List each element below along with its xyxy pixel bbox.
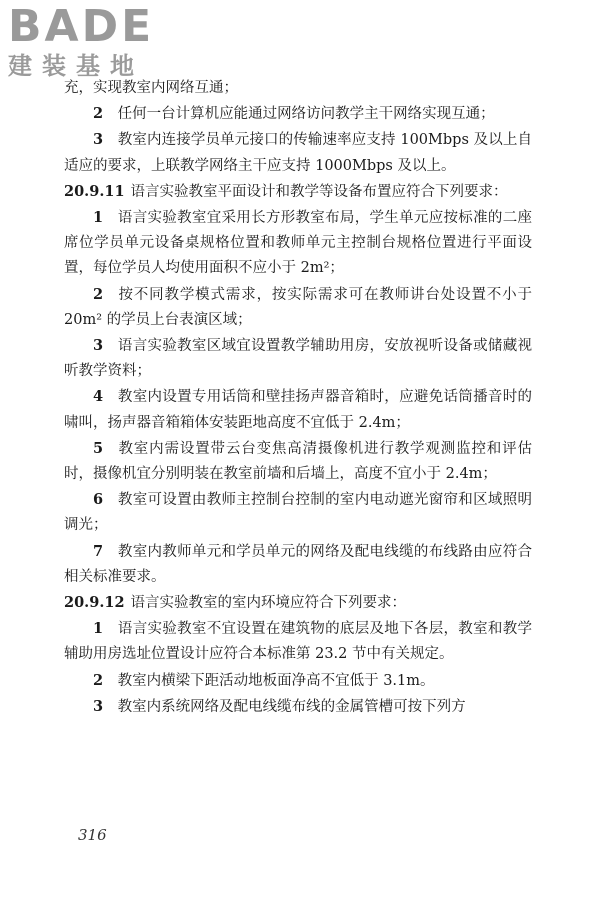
page-body — [64, 76, 532, 720]
list-item: 3 教室内连接学员单元接口的传输速率应支持 100Mbps 及以上自适应的要求，上联教学网络主干应支持 1000Mbps 及以上。 — [64, 131, 532, 174]
list-item: 1 语言实验教室宜采用长方形教室布局，学生单元应按标准的二座席位学员单元设备桌规格位置和教师单元主控制台规格位置进行平面设置，每位学员人均使用面积不应小于 2m²； — [64, 209, 532, 277]
list-item: 3 教室内系统网络及配电线缆布线的金属管槽可按下列方 — [93, 697, 466, 715]
list-item: 2 教室内横梁下距活动地板面净高不宜低于 3.1m。 — [93, 671, 435, 689]
list-item: 6 教室可设置由教师主控制台控制的室内电动遮光窗帘和区域照明调光； — [64, 491, 532, 534]
page-number: 316 — [78, 826, 107, 844]
list-item: 3 语言实验教室区域宜设置教学辅助用房，安放视听设备或储藏视听教学资料； — [64, 337, 532, 380]
logo-wordmark: BADE — [8, 1, 155, 52]
continuation-paragraph: 充，实现教室内网络互通； — [64, 80, 238, 96]
list-item: 2 任何一台计算机应能通过网络访问教学主干网络实现互通； — [93, 105, 495, 123]
clause-heading: 20.9.11 语言实验教室平面设计和教学等设备布置应符合下列要求： — [64, 182, 508, 200]
clause-heading: 20.9.12 语言实验教室的室内环境应符合下列要求： — [64, 594, 407, 612]
list-item: 4 教室内设置专用话筒和壁挂扬声器音箱时，应避免话筒播音时的啸叫，扬声器音箱箱体安装距地高度不宜低于 2.4m； — [64, 388, 532, 431]
list-item: 1 语言实验教室不宜设置在建筑物的底层及地下各层，教室和教学辅助用房选址位置设计应符合本标准第 23.2 节中有关规定。 — [64, 620, 532, 663]
logo-subtitle: 建装基地 — [8, 52, 144, 80]
list-item: 5 教室内需设置带云台变焦高清摄像机进行教学观测监控和评估时，摄像机宜分别明装在教室前墙和后墙上，高度不宜小于 2.4m； — [64, 439, 532, 483]
list-item: 7 教室内教师单元和学员单元的网络及配电线缆的布线路由应符合相关标准要求。 — [64, 542, 532, 585]
list-item: 2 按不同教学模式需求，按实际需求可在教师讲台处设置不小于 20m² 的学员上台表演区域； — [64, 285, 532, 328]
